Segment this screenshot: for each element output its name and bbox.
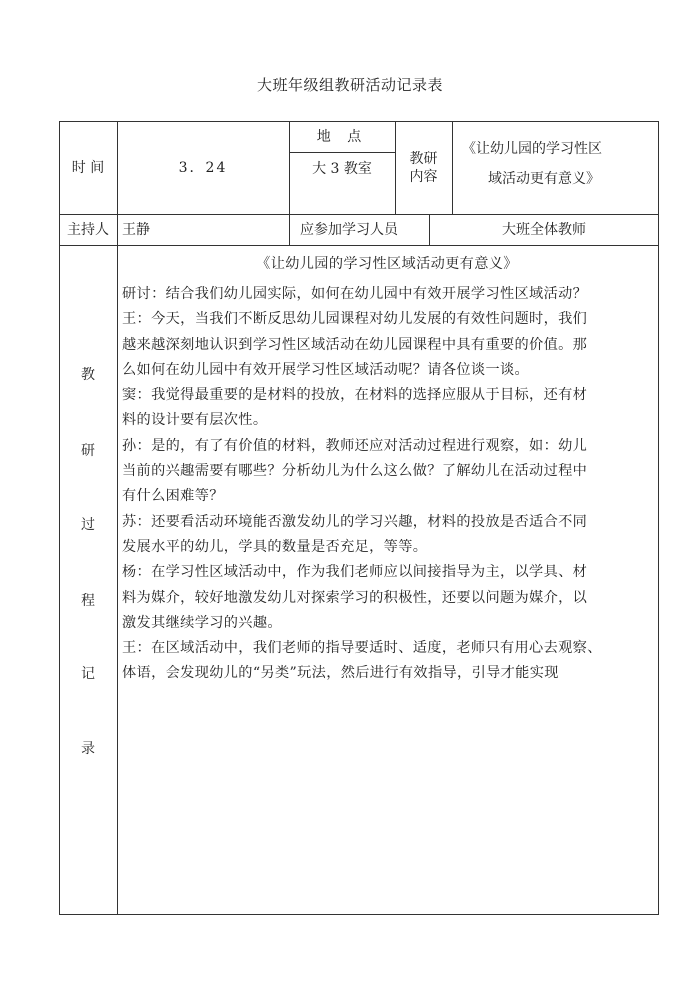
record-label-char: 教 bbox=[81, 367, 95, 383]
record-line: 窦：我觉得最重要的是材料的投放，在材料的选择应服从于目标，还有材 bbox=[122, 387, 588, 404]
content-value bbox=[462, 134, 652, 194]
record-line: 王：在区域活动中，我们老师的指导要适时、适度，老师只有用心去观察、 bbox=[122, 640, 602, 657]
table-divider bbox=[59, 214, 659, 215]
record-line: 体语，会发现幼儿的“另类”玩法，然后进行有效指导，引导才能实现 bbox=[122, 665, 559, 682]
participants-label: 应参加学习人员 bbox=[300, 222, 398, 238]
record-heading: 《让幼儿园的学习性区域活动更有意义》 bbox=[256, 256, 518, 272]
content-value-line: 域活动更有意义》 bbox=[488, 171, 600, 187]
table-divider bbox=[452, 121, 453, 214]
participants-value: 大班全体教师 bbox=[502, 222, 586, 238]
record-line: 发展水平的幼儿，学具的数量是否充足，等等。 bbox=[122, 538, 428, 555]
record-label-char: 程 bbox=[81, 593, 95, 609]
record-line: 料的设计要有层次性。 bbox=[122, 412, 268, 429]
table-divider bbox=[59, 245, 659, 246]
record-label-char: 录 bbox=[81, 741, 95, 757]
record-label-char: 记 bbox=[81, 666, 95, 682]
record-line: 料为媒介，较好地激发幼儿对探索学习的积极性，还要以问题为媒介，以 bbox=[122, 589, 588, 606]
place-value: 大 3 教室 bbox=[312, 161, 372, 177]
content-label-line: 教研 bbox=[409, 151, 438, 167]
record-line: 越来越深刻地认识到学习性区域活动在幼儿园课程中具有重要的价值。那 bbox=[122, 336, 588, 353]
record-body bbox=[122, 254, 652, 687]
table-divider bbox=[289, 152, 395, 153]
record-line: 有什么困难等？ bbox=[122, 488, 224, 505]
content-value-line: 《让幼儿园的学习性区 bbox=[462, 141, 602, 157]
record-label-char: 研 bbox=[81, 443, 95, 459]
record-line: 研讨：结合我们幼儿园实际，如何在幼儿园中有效开展学习性区域活动？ bbox=[122, 286, 588, 302]
place-label: 地 点 bbox=[316, 129, 368, 145]
record-line: 苏：还要看活动环境能否激发幼儿的学习兴趣，材料的投放是否适合不同 bbox=[122, 513, 588, 530]
record-line: 激发其继续学习的兴趣。 bbox=[122, 614, 282, 631]
content-label-line: 内容 bbox=[409, 169, 438, 185]
record-line: 杨：在学习性区域活动中，作为我们老师应以间接指导为主，以学具、材 bbox=[122, 564, 588, 581]
record-line: 孙：是的，有了有价值的材料，教师还应对活动过程进行观察，如：幼儿 bbox=[122, 437, 588, 454]
record-line: 么如何在幼儿园中有效开展学习性区域活动呢？请各位谈一谈。 bbox=[122, 361, 530, 378]
record-label-char: 过 bbox=[81, 517, 95, 533]
host-value: 王静 bbox=[122, 222, 150, 238]
table-divider bbox=[117, 121, 118, 915]
time-label: 时 间 bbox=[71, 160, 105, 176]
record-line: 王：今天，当我们不断反思幼儿园课程对幼儿发展的有效性问题时，我们 bbox=[122, 311, 588, 328]
record-line: 当前的兴趣需要有哪些？分析幼儿为什么这么做？了解幼儿在活动过程中 bbox=[122, 463, 588, 480]
document-title: 大班年级组教研活动记录表 bbox=[256, 76, 443, 94]
time-value: 3．24 bbox=[178, 160, 228, 176]
content-label bbox=[395, 150, 452, 186]
host-label: 主持人 bbox=[67, 222, 109, 238]
